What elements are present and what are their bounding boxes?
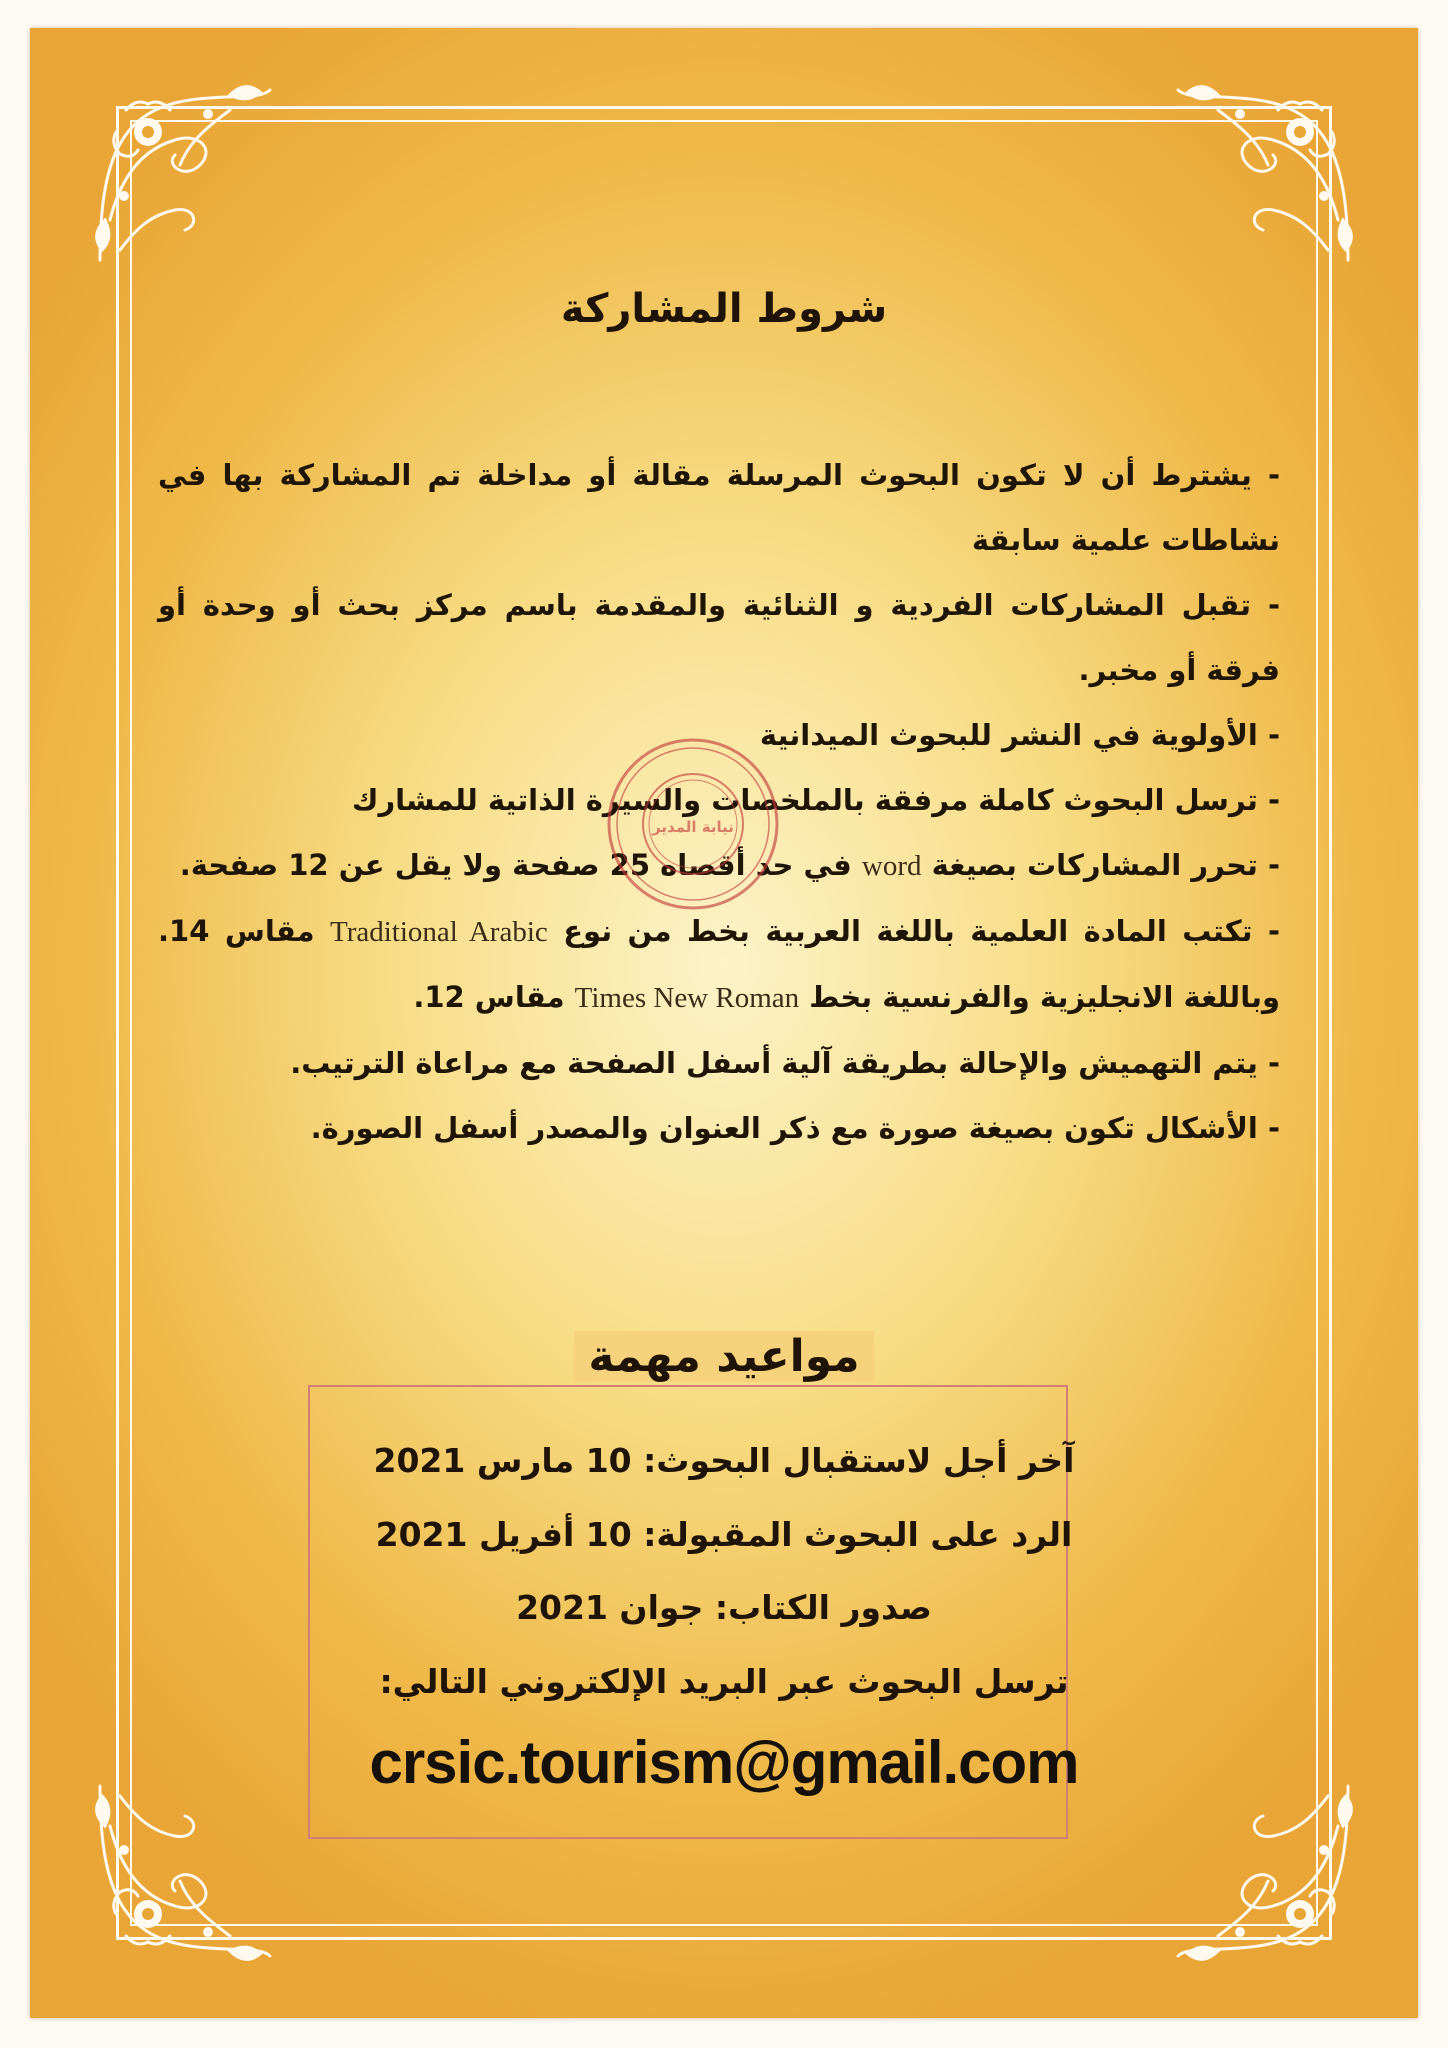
date-line-book-release: صدور الكتاب: جوان 2021	[516, 1588, 932, 1627]
condition-item	[158, 1031, 1280, 1096]
condition-text: - تقبل المشاركات الفردية و الثنائية والمقدمة باسم مركز بحث أو وحدة أو فرقة أو مخبر.	[158, 588, 1280, 687]
condition-item	[158, 899, 1280, 1031]
condition-text: - ترسل البحوث كاملة مرفقة بالملخصات والسيرة الذاتية للمشارك	[351, 783, 1280, 817]
important-dates-title	[30, 1331, 1418, 1382]
condition-text: مقاس 12.	[413, 980, 565, 1014]
condition-text: - يشترط أن لا تكون البحوث المرسلة مقالة أو مداخلة تم المشاركة بها في نشاطات علمية سابقة	[158, 458, 1280, 557]
flourish-corner-icon	[80, 70, 290, 280]
flourish-corner-icon	[80, 1766, 290, 1976]
condition-item	[158, 443, 1280, 573]
condition-text: - الأشكال تكون بصيغة صورة مع ذكر العنوان والمصدر أسفل الصورة.	[310, 1111, 1280, 1145]
condition-latin-term: word	[861, 850, 922, 882]
email-instruction: ترسل البحوث عبر البريد الإلكتروني التالي:	[379, 1662, 1069, 1701]
condition-text: - الأولوية في النشر للبحوث الميدانية	[759, 718, 1280, 752]
date-line-submission-deadline: آخر أجل لاستقبال البحوث: 10 مارس 2021	[373, 1441, 1075, 1480]
official-stamp	[605, 736, 781, 912]
condition-latin-term: Traditional Arabic	[330, 916, 548, 948]
condition-text: - يتم التهميش والإحالة بطريقة آلية أسفل الصفحة مع مراعاة الترتيب.	[290, 1046, 1280, 1080]
page-sheet	[30, 28, 1418, 2018]
contact-email: crsic.tourism@gmail.com	[369, 1729, 1079, 1796]
page-title: شروط المشاركة	[560, 286, 888, 332]
stamp-text: نيابة المدير	[652, 818, 734, 836]
condition-item	[158, 573, 1280, 703]
important-dates-title-text: مواعيد مهمة	[574, 1331, 873, 1382]
condition-item	[158, 1096, 1280, 1161]
condition-text: في حد أقصاه 25 صفحة ولا يقل عن 12 صفحة.	[179, 848, 852, 882]
flourish-corner-icon	[1158, 70, 1368, 280]
flourish-corner-icon	[1158, 1766, 1368, 1976]
condition-latin-term: Times New Roman	[574, 982, 800, 1014]
date-line-acceptance-reply: الرد على البحوث المقبولة: 10 أفريل 2021	[375, 1515, 1073, 1554]
condition-text: - تكتب المادة العلمية باللغة العربية بخط من نوع	[563, 914, 1280, 948]
condition-text: مقاس 14. وباللغة الانجليزية والفرنسية بخط	[158, 914, 1280, 1014]
condition-text: - تحرر المشاركات بصيغة	[931, 848, 1280, 882]
